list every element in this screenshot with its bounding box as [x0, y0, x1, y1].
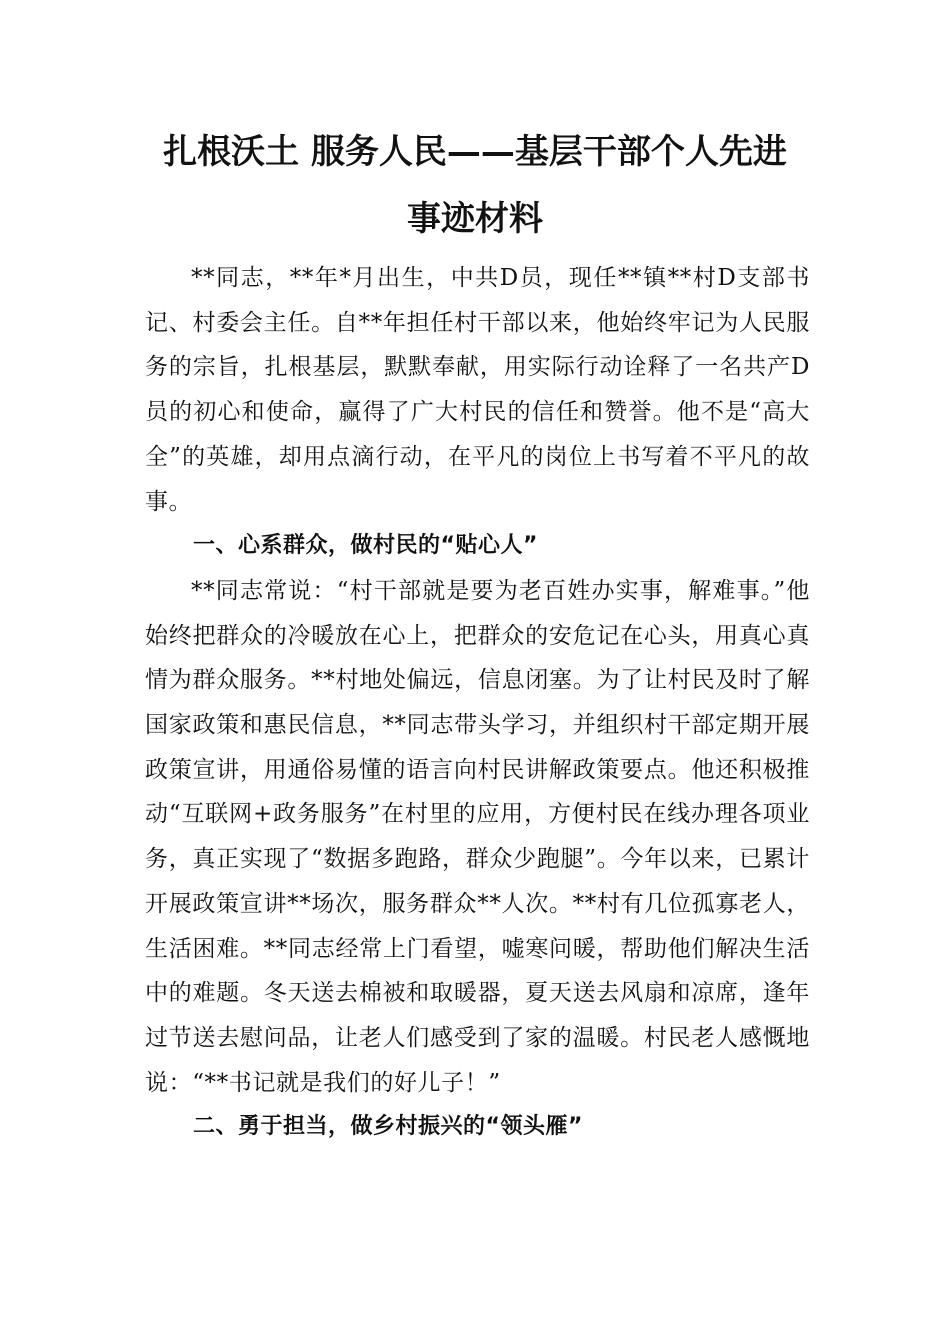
document-title-line-1: 扎根沃土 服务人民——基层干部个人先进 — [163, 132, 787, 172]
section-2-heading: 二、勇于担当，做乡村振兴的“领头雁” — [193, 1114, 583, 1140]
document-title-line-2: 事迹材料 — [407, 199, 543, 239]
document-body — [145, 256, 810, 1150]
section-1-paragraph: **同志常说：“村干部就是要为老百姓办实事，解难事。”他始终把群众的冷暖放在心上，把群众的安危记在心头，用真心真情为群众服务。**村地处偏远，信息闭塞。为了让村民及时了解国家政策和惠民信息，**同志带头学习，并组织村干部定期开展政策宣讲，用通俗易懂的语言向村民讲解政策要点。他还积极推动“互联网+政务服务”在村里的应用，方便村民在线办理各项业务，真正实现了“数据多跑路，群众少跑腿”。今年以来，已累计开展政策宣讲**场次，服务群众**人次。**村有几位孤寡老人，生活困难。**同志经常上门看望，嘘寒问暖，帮助他们解决生活中的难题。冬天送去棉被和取暖器，夏天送去风扇和凉席，逢年过节送去慰问品，让老人们感受到了家的温暖。村民老人感慨地说：“**书记就是我们的好儿子！” — [145, 577, 810, 1096]
intro-paragraph: **同志，**年*月出生，中共D员，现任**镇**村D支部书记、村委会主任。自**年担任村干部以来，他始终牢记为人民服务的宗旨，扎根基层，默默奉献，用实际行动诠释了一名共产D员的初心和使命，赢得了广大村民的信任和赞誉。他不是“高大全”的英雄，却用点滴行动，在平凡的岗位上书写着不平凡的故事。 — [145, 265, 810, 515]
section-1-heading: 一、心系群众，做村民的“贴心人” — [193, 533, 538, 559]
